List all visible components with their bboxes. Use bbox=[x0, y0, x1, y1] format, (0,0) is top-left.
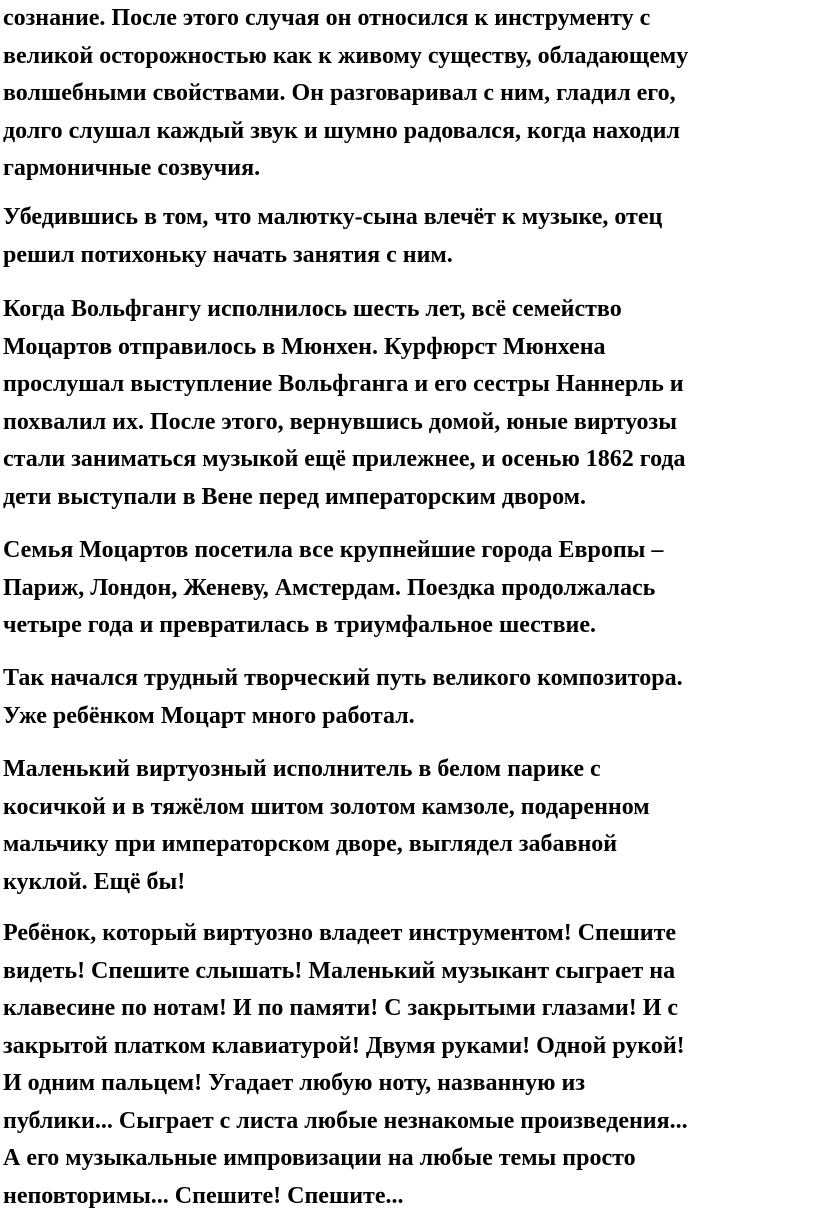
text-line: куклой. Ещё бы! bbox=[3, 868, 186, 895]
paragraph bbox=[3, 660, 813, 735]
text-line: Семья Моцартов посетила все крупнейшие города Европы – bbox=[3, 537, 664, 563]
text-line: дети выступали в Вене перед императорским двором. bbox=[3, 483, 587, 510]
text-line: неповторимы... Спешите! Спешите... bbox=[3, 1182, 404, 1209]
paragraph bbox=[3, 915, 813, 1215]
text-line: А его музыкальные импровизации на любые темы просто bbox=[3, 1145, 636, 1171]
text-line: Уже ребёнком Моцарт много работал. bbox=[3, 702, 415, 729]
text-line: решил потихоньку начать занятия с ним. bbox=[3, 241, 453, 268]
text-line: четыре года и превратилась в триумфальное шествие. bbox=[3, 612, 597, 638]
text-line: великой осторожностью как к живому существу, обладающему bbox=[3, 42, 689, 69]
text-line: Париж, Лондон, Женеву, Амстердам. Поездка продолжалась bbox=[3, 574, 656, 601]
text-line: гармоничные созвучия. bbox=[3, 155, 261, 181]
text-line: похвалил их. После этого, вернувшись домой, юные виртуозы bbox=[3, 408, 677, 435]
paragraph bbox=[3, 532, 813, 645]
text-line: косичкой и в тяжёлом шитом золотом камзоле, подаренном bbox=[3, 793, 650, 820]
text-line: прослушал выступление Вольфганга и его сестры Наннерль и bbox=[3, 371, 684, 397]
text-line: видеть! Спешите слышать! Маленький музыкант сыграет на bbox=[3, 957, 676, 984]
text-line: долго слушал каждый звук и шумно радовался, когда находил bbox=[3, 117, 680, 144]
text-line: публики... Сыграет с листа любые незнакомые произведения... bbox=[3, 1107, 688, 1134]
text-line: Так начался трудный творческий путь великого композитора. bbox=[3, 665, 683, 691]
text-line: сознание. После этого случая он относился к инструменту с bbox=[3, 5, 651, 31]
paragraph bbox=[3, 0, 813, 188]
paragraph bbox=[3, 751, 813, 901]
text-line: мальчику при императорском дворе, выглядел забавной bbox=[3, 831, 618, 857]
paragraph bbox=[3, 199, 813, 274]
text-line: Ребёнок, который виртуозно владеет инструментом! Спешите bbox=[3, 920, 677, 946]
text-line: клавесине по нотам! И по памяти! С закрытыми глазами! И с bbox=[3, 995, 679, 1021]
text-line: Когда Вольфгангу исполнилось шесть лет, всё семейство bbox=[3, 296, 622, 322]
text-line: Маленький виртуозный исполнитель в белом парике с bbox=[3, 756, 601, 782]
text-line: И одним пальцем! Угадает любую ноту, названную из bbox=[3, 1070, 585, 1096]
text-line: закрытой платком клавиатурой! Двумя руками! Одной рукой! bbox=[3, 1032, 685, 1059]
paragraph bbox=[3, 291, 813, 516]
text-line: Убедившись в том, что малютку-сына влечёт к музыке, отец bbox=[3, 204, 663, 230]
text-line: стали заниматься музыкой ещё прилежнее, и осенью 1862 года bbox=[3, 446, 686, 472]
text-line: Моцартов отправилось в Мюнхен. Курфюрст Мюнхена bbox=[3, 333, 606, 360]
text-line: волшебными свойствами. Он разговаривал с ним, гладил его, bbox=[3, 80, 676, 106]
